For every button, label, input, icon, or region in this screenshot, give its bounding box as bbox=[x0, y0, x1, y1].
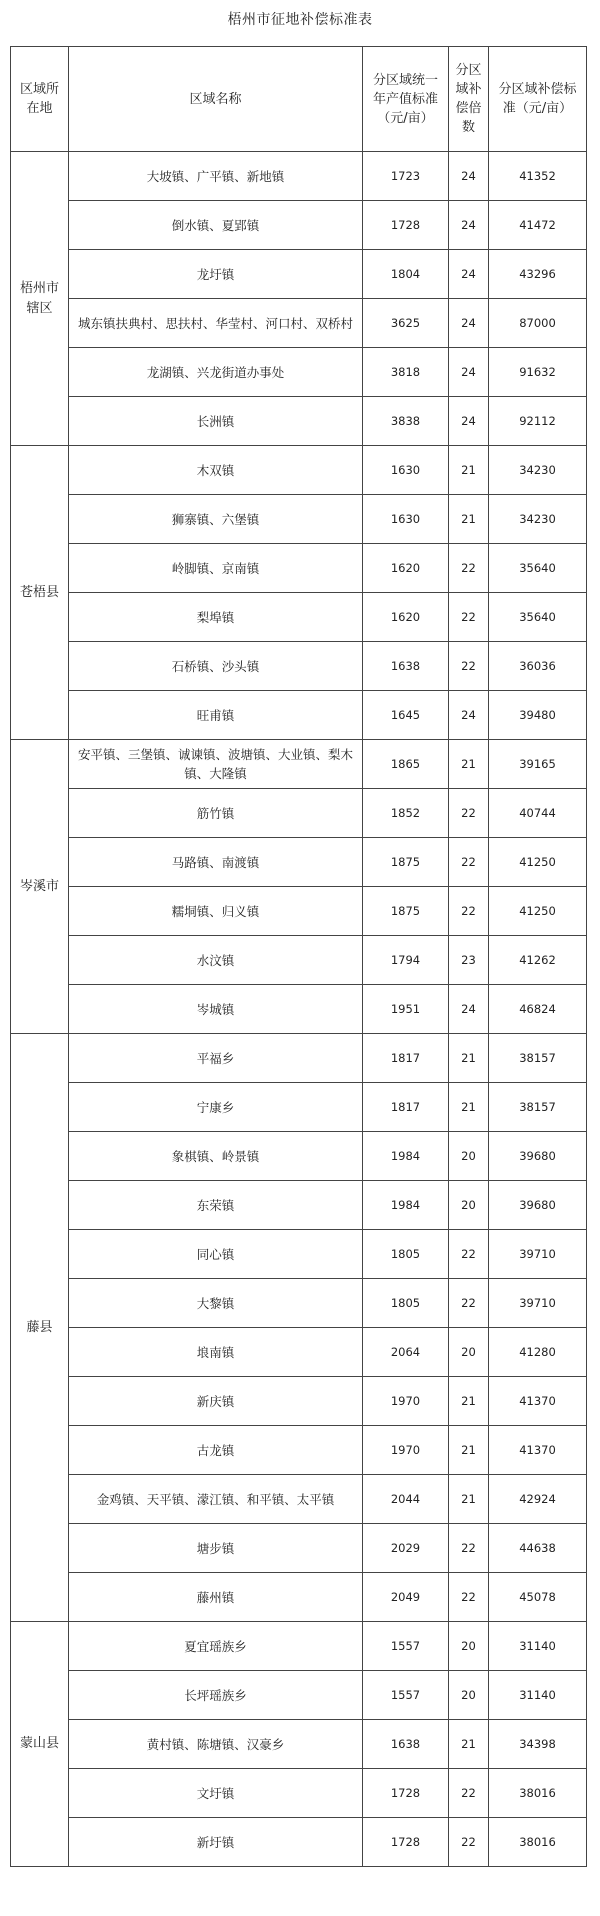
header-region: 区域所在地 bbox=[11, 47, 69, 152]
table-row bbox=[11, 593, 587, 642]
name-cell: 糯垌镇、归义镇 bbox=[69, 887, 363, 936]
region-cell: 梧州市辖区 bbox=[11, 152, 69, 446]
header-compensation: 分区域补偿标准（元/亩） bbox=[489, 47, 587, 152]
multiple-cell: 21 bbox=[449, 1377, 489, 1426]
compensation-cell: 92112 bbox=[489, 397, 587, 446]
compensation-cell: 44638 bbox=[489, 1524, 587, 1573]
name-cell: 木双镇 bbox=[69, 446, 363, 495]
name-cell: 旺甫镇 bbox=[69, 691, 363, 740]
name-cell: 大黎镇 bbox=[69, 1279, 363, 1328]
multiple-cell: 21 bbox=[449, 446, 489, 495]
multiple-cell: 22 bbox=[449, 1573, 489, 1622]
compensation-cell: 87000 bbox=[489, 299, 587, 348]
multiple-cell: 21 bbox=[449, 1083, 489, 1132]
table-row bbox=[11, 936, 587, 985]
output-cell: 3625 bbox=[363, 299, 449, 348]
compensation-cell: 46824 bbox=[489, 985, 587, 1034]
table-row bbox=[11, 1132, 587, 1181]
table-row bbox=[11, 1524, 587, 1573]
name-cell: 文圩镇 bbox=[69, 1769, 363, 1818]
multiple-cell: 23 bbox=[449, 936, 489, 985]
output-cell: 1852 bbox=[363, 789, 449, 838]
region-cell: 苍梧县 bbox=[11, 446, 69, 740]
table-row bbox=[11, 1475, 587, 1524]
compensation-cell: 42924 bbox=[489, 1475, 587, 1524]
compensation-cell: 41280 bbox=[489, 1328, 587, 1377]
output-cell: 1638 bbox=[363, 642, 449, 691]
name-cell: 东荣镇 bbox=[69, 1181, 363, 1230]
header-name: 区域名称 bbox=[69, 47, 363, 152]
name-cell: 马路镇、南渡镇 bbox=[69, 838, 363, 887]
output-cell: 1817 bbox=[363, 1083, 449, 1132]
output-cell: 1805 bbox=[363, 1279, 449, 1328]
multiple-cell: 22 bbox=[449, 544, 489, 593]
multiple-cell: 20 bbox=[449, 1328, 489, 1377]
name-cell: 新圩镇 bbox=[69, 1818, 363, 1867]
name-cell: 象棋镇、岭景镇 bbox=[69, 1132, 363, 1181]
multiple-cell: 22 bbox=[449, 1230, 489, 1279]
multiple-cell: 24 bbox=[449, 152, 489, 201]
table-row bbox=[11, 250, 587, 299]
multiple-cell: 22 bbox=[449, 593, 489, 642]
output-cell: 1970 bbox=[363, 1377, 449, 1426]
multiple-cell: 21 bbox=[449, 1720, 489, 1769]
output-cell: 1728 bbox=[363, 1818, 449, 1867]
compensation-cell: 41370 bbox=[489, 1426, 587, 1475]
table-row bbox=[11, 838, 587, 887]
multiple-cell: 22 bbox=[449, 1279, 489, 1328]
compensation-cell: 34230 bbox=[489, 446, 587, 495]
compensation-cell: 31140 bbox=[489, 1671, 587, 1720]
output-cell: 1557 bbox=[363, 1622, 449, 1671]
multiple-cell: 20 bbox=[449, 1181, 489, 1230]
compensation-cell: 40744 bbox=[489, 789, 587, 838]
output-cell: 3818 bbox=[363, 348, 449, 397]
multiple-cell: 24 bbox=[449, 348, 489, 397]
output-cell: 1817 bbox=[363, 1034, 449, 1083]
name-cell: 宁康乡 bbox=[69, 1083, 363, 1132]
multiple-cell: 22 bbox=[449, 1524, 489, 1573]
output-cell: 1804 bbox=[363, 250, 449, 299]
multiple-cell: 24 bbox=[449, 299, 489, 348]
table-row bbox=[11, 446, 587, 495]
compensation-cell: 38016 bbox=[489, 1769, 587, 1818]
multiple-cell: 24 bbox=[449, 985, 489, 1034]
table-row bbox=[11, 1720, 587, 1769]
multiple-cell: 21 bbox=[449, 495, 489, 544]
name-cell: 长坪瑶族乡 bbox=[69, 1671, 363, 1720]
table-row bbox=[11, 495, 587, 544]
output-cell: 1951 bbox=[363, 985, 449, 1034]
output-cell: 1638 bbox=[363, 1720, 449, 1769]
output-cell: 1794 bbox=[363, 936, 449, 985]
compensation-cell: 41352 bbox=[489, 152, 587, 201]
multiple-cell: 24 bbox=[449, 397, 489, 446]
multiple-cell: 20 bbox=[449, 1671, 489, 1720]
multiple-cell: 22 bbox=[449, 642, 489, 691]
table-row bbox=[11, 1328, 587, 1377]
compensation-cell: 39480 bbox=[489, 691, 587, 740]
table-row bbox=[11, 789, 587, 838]
table-row bbox=[11, 1034, 587, 1083]
header-row bbox=[11, 47, 587, 152]
compensation-cell: 31140 bbox=[489, 1622, 587, 1671]
compensation-cell: 39680 bbox=[489, 1132, 587, 1181]
name-cell: 龙湖镇、兴龙街道办事处 bbox=[69, 348, 363, 397]
table-row bbox=[11, 201, 587, 250]
name-cell: 同心镇 bbox=[69, 1230, 363, 1279]
output-cell: 1723 bbox=[363, 152, 449, 201]
compensation-cell: 41370 bbox=[489, 1377, 587, 1426]
table-row bbox=[11, 1622, 587, 1671]
header-multiple: 分区域补偿倍数 bbox=[449, 47, 489, 152]
name-cell: 新庆镇 bbox=[69, 1377, 363, 1426]
multiple-cell: 21 bbox=[449, 1034, 489, 1083]
output-cell: 1620 bbox=[363, 593, 449, 642]
compensation-cell: 43296 bbox=[489, 250, 587, 299]
compensation-cell: 36036 bbox=[489, 642, 587, 691]
output-cell: 1557 bbox=[363, 1671, 449, 1720]
output-cell: 1875 bbox=[363, 887, 449, 936]
name-cell: 黄村镇、陈塘镇、汉豪乡 bbox=[69, 1720, 363, 1769]
multiple-cell: 22 bbox=[449, 838, 489, 887]
table-row bbox=[11, 1230, 587, 1279]
compensation-cell: 41250 bbox=[489, 887, 587, 936]
multiple-cell: 22 bbox=[449, 789, 489, 838]
output-cell: 2044 bbox=[363, 1475, 449, 1524]
name-cell: 岭脚镇、京南镇 bbox=[69, 544, 363, 593]
name-cell: 平福乡 bbox=[69, 1034, 363, 1083]
compensation-cell: 39710 bbox=[489, 1279, 587, 1328]
multiple-cell: 21 bbox=[449, 740, 489, 789]
multiple-cell: 21 bbox=[449, 1426, 489, 1475]
compensation-cell: 39710 bbox=[489, 1230, 587, 1279]
header-output: 分区域统一年产值标准（元/亩） bbox=[363, 47, 449, 152]
multiple-cell: 24 bbox=[449, 201, 489, 250]
name-cell: 龙圩镇 bbox=[69, 250, 363, 299]
output-cell: 3838 bbox=[363, 397, 449, 446]
multiple-cell: 21 bbox=[449, 1475, 489, 1524]
multiple-cell: 20 bbox=[449, 1132, 489, 1181]
output-cell: 2049 bbox=[363, 1573, 449, 1622]
output-cell: 1970 bbox=[363, 1426, 449, 1475]
compensation-cell: 41250 bbox=[489, 838, 587, 887]
compensation-cell: 39165 bbox=[489, 740, 587, 789]
table-row bbox=[11, 1426, 587, 1475]
name-cell: 古龙镇 bbox=[69, 1426, 363, 1475]
table-row bbox=[11, 1671, 587, 1720]
name-cell: 长洲镇 bbox=[69, 397, 363, 446]
compensation-cell: 45078 bbox=[489, 1573, 587, 1622]
name-cell: 大坡镇、广平镇、新地镇 bbox=[69, 152, 363, 201]
multiple-cell: 24 bbox=[449, 250, 489, 299]
compensation-cell: 34230 bbox=[489, 495, 587, 544]
region-cell: 藤县 bbox=[11, 1034, 69, 1622]
compensation-cell: 34398 bbox=[489, 1720, 587, 1769]
compensation-cell: 39680 bbox=[489, 1181, 587, 1230]
compensation-cell: 35640 bbox=[489, 544, 587, 593]
output-cell: 1620 bbox=[363, 544, 449, 593]
table-row bbox=[11, 985, 587, 1034]
table-row bbox=[11, 642, 587, 691]
table-row bbox=[11, 299, 587, 348]
output-cell: 1728 bbox=[363, 201, 449, 250]
table-row bbox=[11, 1769, 587, 1818]
name-cell: 倒水镇、夏郢镇 bbox=[69, 201, 363, 250]
table-row bbox=[11, 740, 587, 789]
output-cell: 2029 bbox=[363, 1524, 449, 1573]
output-cell: 1645 bbox=[363, 691, 449, 740]
region-cell: 蒙山县 bbox=[11, 1622, 69, 1867]
output-cell: 1728 bbox=[363, 1769, 449, 1818]
name-cell: 石桥镇、沙头镇 bbox=[69, 642, 363, 691]
compensation-cell: 91632 bbox=[489, 348, 587, 397]
name-cell: 梨埠镇 bbox=[69, 593, 363, 642]
compensation-table bbox=[10, 46, 587, 1867]
compensation-cell: 41472 bbox=[489, 201, 587, 250]
name-cell: 水汶镇 bbox=[69, 936, 363, 985]
name-cell: 岑城镇 bbox=[69, 985, 363, 1034]
table-row bbox=[11, 1818, 587, 1867]
table-row bbox=[11, 1573, 587, 1622]
table-row bbox=[11, 691, 587, 740]
compensation-cell: 38157 bbox=[489, 1034, 587, 1083]
table-row bbox=[11, 544, 587, 593]
table-row bbox=[11, 1377, 587, 1426]
output-cell: 1984 bbox=[363, 1132, 449, 1181]
multiple-cell: 22 bbox=[449, 1769, 489, 1818]
table-row bbox=[11, 887, 587, 936]
output-cell: 1875 bbox=[363, 838, 449, 887]
name-cell: 埌南镇 bbox=[69, 1328, 363, 1377]
table-row bbox=[11, 1181, 587, 1230]
output-cell: 1630 bbox=[363, 446, 449, 495]
name-cell: 夏宜瑶族乡 bbox=[69, 1622, 363, 1671]
output-cell: 2064 bbox=[363, 1328, 449, 1377]
output-cell: 1805 bbox=[363, 1230, 449, 1279]
name-cell: 藤州镇 bbox=[69, 1573, 363, 1622]
name-cell: 筋竹镇 bbox=[69, 789, 363, 838]
table-row bbox=[11, 1279, 587, 1328]
table-title: 梧州市征地补偿标准表 bbox=[227, 12, 373, 28]
output-cell: 1984 bbox=[363, 1181, 449, 1230]
table-body bbox=[11, 152, 587, 1867]
multiple-cell: 20 bbox=[449, 1622, 489, 1671]
compensation-cell: 38016 bbox=[489, 1818, 587, 1867]
region-cell: 岑溪市 bbox=[11, 740, 69, 1034]
name-cell: 金鸡镇、天平镇、濛江镇、和平镇、太平镇 bbox=[69, 1475, 363, 1524]
table-row bbox=[11, 152, 587, 201]
table-row bbox=[11, 348, 587, 397]
multiple-cell: 24 bbox=[449, 691, 489, 740]
name-cell: 安平镇、三堡镇、诚谏镇、波塘镇、大业镇、梨木镇、大隆镇 bbox=[69, 740, 363, 789]
table-row bbox=[11, 397, 587, 446]
output-cell: 1630 bbox=[363, 495, 449, 544]
multiple-cell: 22 bbox=[449, 887, 489, 936]
multiple-cell: 22 bbox=[449, 1818, 489, 1867]
name-cell: 狮寨镇、六堡镇 bbox=[69, 495, 363, 544]
name-cell: 塘步镇 bbox=[69, 1524, 363, 1573]
compensation-cell: 38157 bbox=[489, 1083, 587, 1132]
compensation-cell: 41262 bbox=[489, 936, 587, 985]
table-row bbox=[11, 1083, 587, 1132]
output-cell: 1865 bbox=[363, 740, 449, 789]
name-cell: 城东镇扶典村、思扶村、华莹村、河口村、双桥村 bbox=[69, 299, 363, 348]
compensation-cell: 35640 bbox=[489, 593, 587, 642]
